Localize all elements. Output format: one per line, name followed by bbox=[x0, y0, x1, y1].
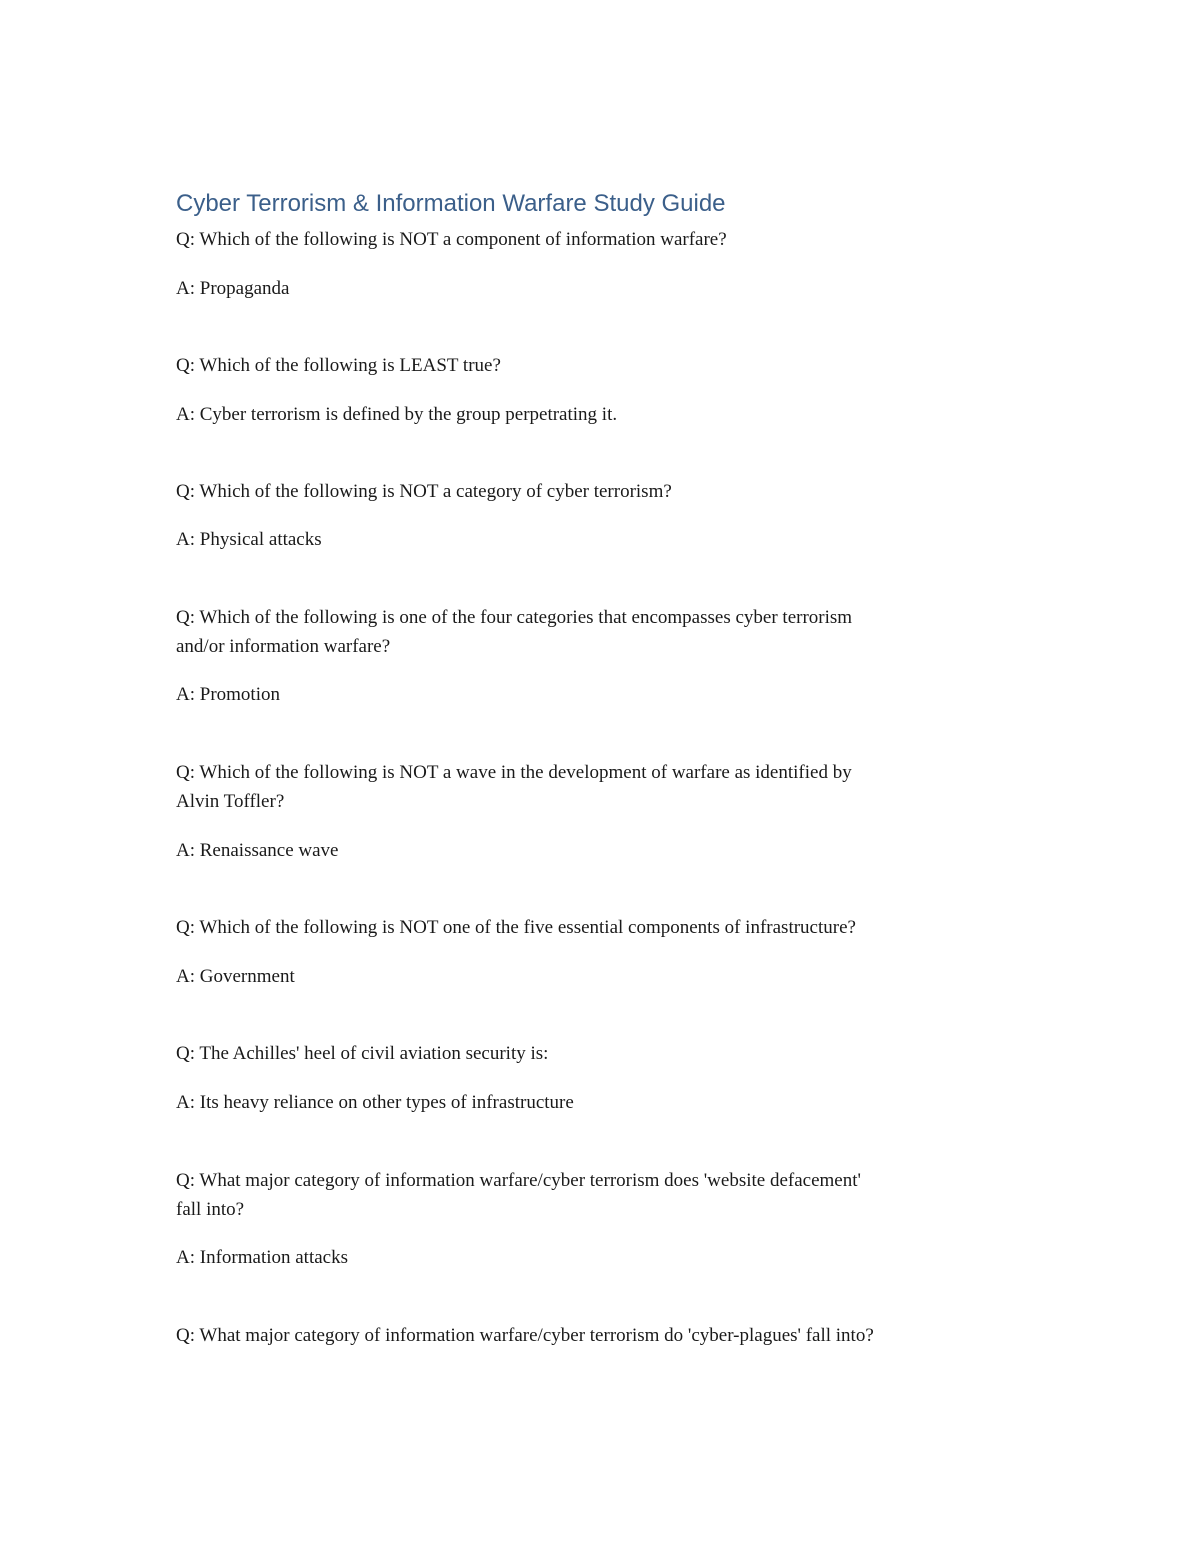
question-4-line-2: and/or information warfare? bbox=[176, 636, 391, 657]
question-5-line-2: Alvin Toffler? bbox=[176, 791, 285, 812]
question-6: Q: Which of the following is NOT one of the five essential components of infrastructure? bbox=[176, 917, 856, 938]
answer-3: A: Physical attacks bbox=[176, 529, 322, 550]
question-4-line-1: Q: Which of the following is one of the four categories that encompasses cyber terrorism bbox=[176, 607, 853, 628]
answer-1: A: Propaganda bbox=[176, 278, 290, 299]
answer-7: A: Its heavy reliance on other types of infrastructure bbox=[176, 1092, 574, 1113]
question-7: Q: The Achilles' heel of civil aviation security is: bbox=[176, 1043, 549, 1064]
question-8-line-1: Q: What major category of information warfare/cyber terrorism does 'website defacement' bbox=[176, 1170, 861, 1191]
question-5-line-1: Q: Which of the following is NOT a wave in the development of warfare as identified by bbox=[176, 762, 852, 783]
answer-4: A: Promotion bbox=[176, 684, 280, 705]
question-9: Q: What major category of information warfare/cyber terrorism do 'cyber-plagues' fall into? bbox=[176, 1325, 874, 1346]
question-1: Q: Which of the following is NOT a component of information warfare? bbox=[176, 229, 727, 250]
answer-2: A: Cyber terrorism is defined by the group perpetrating it. bbox=[176, 404, 618, 425]
answer-6: A: Government bbox=[176, 966, 295, 987]
question-2: Q: Which of the following is LEAST true? bbox=[176, 355, 501, 376]
answer-5: A: Renaissance wave bbox=[176, 840, 339, 861]
question-3: Q: Which of the following is NOT a category of cyber terrorism? bbox=[176, 481, 672, 502]
question-8-line-2: fall into? bbox=[176, 1199, 245, 1220]
document-title: Cyber Terrorism & Information Warfare Study Guide bbox=[176, 190, 726, 217]
answer-8: A: Information attacks bbox=[176, 1247, 349, 1268]
